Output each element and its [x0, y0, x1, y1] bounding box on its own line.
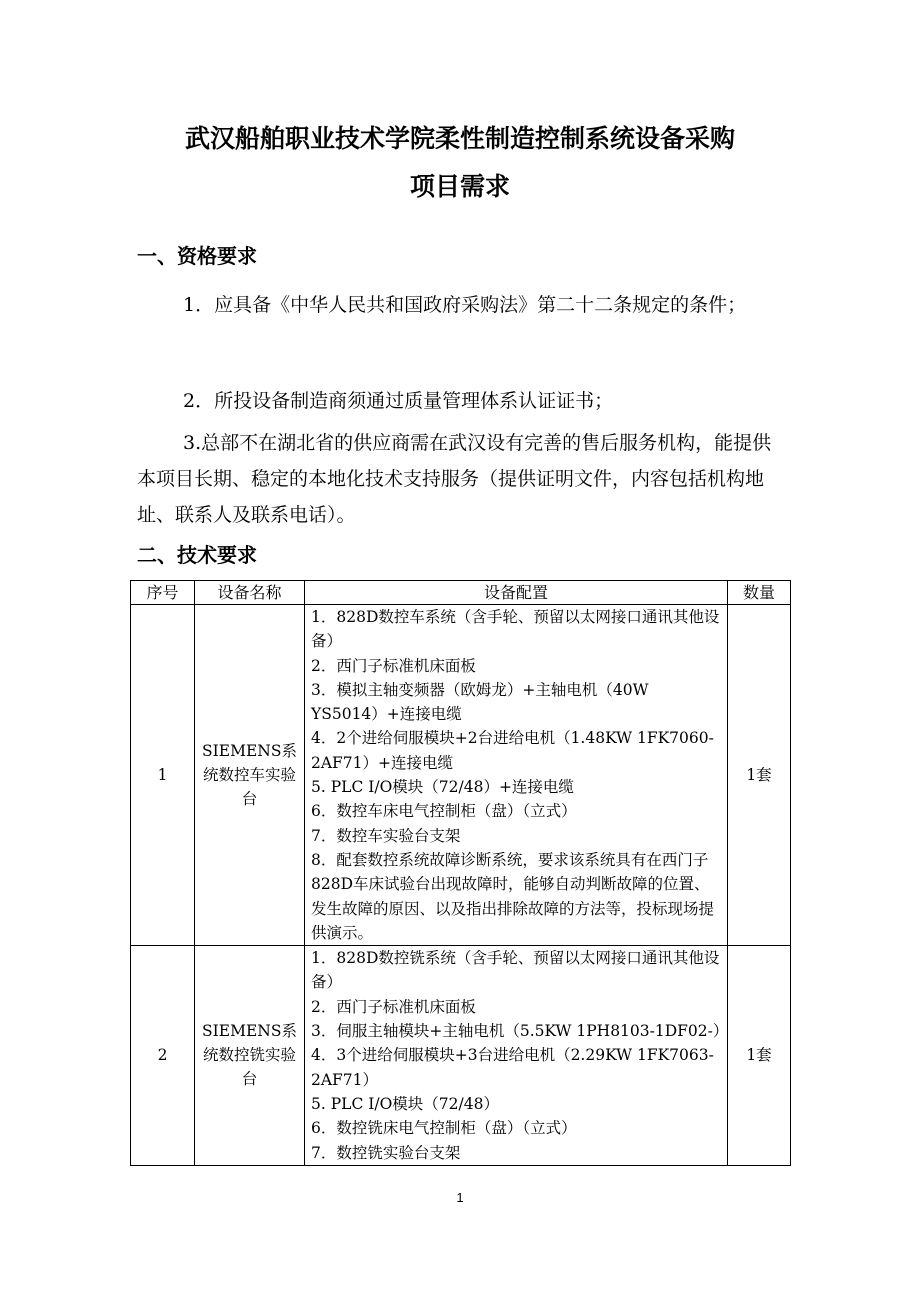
row-qty: 1套: [728, 946, 791, 1166]
config-item: 3．伺服主轴模块+主轴电机（5.5KW 1PH8103-1DF02-）: [311, 1022, 729, 1041]
row-equipment-name: SIEMENS系统数控铣实验台: [195, 946, 305, 1166]
header-name: 设备名称: [195, 581, 305, 605]
config-item: 7．数控铣实验台支架: [311, 1143, 461, 1162]
doc-title-line1: 武汉船舶职业技术学院柔性制造控制系统设备采购: [184, 124, 735, 153]
row-config: [305, 946, 728, 1166]
config-item: 6．数控车床电气控制柜（盘）（立式）: [311, 802, 577, 821]
qualification-item-1: 1．应具备《中华人民共和国政府采购法》第二十二条规定的条件；: [183, 294, 747, 316]
config-item: 7．数控车实验台支架: [311, 826, 461, 845]
row-no: 1: [131, 605, 195, 946]
table-header-row: [131, 581, 791, 605]
config-item: 1．828D数控铣系统（含手轮、预留以太网接口通讯其他设备）: [311, 949, 720, 992]
section1-heading: 一、资格要求: [137, 244, 257, 268]
config-item: 4．2个进给伺服模块+2台进给电机（1.48KW 1FK7060-2AF71）+连接电缆: [311, 729, 714, 772]
row-no: 2: [131, 946, 195, 1166]
config-item: 3．模拟主轴变频器（欧姆龙）+主轴电机（40W YS5014）+连接电缆: [311, 680, 649, 724]
config-item: 6．数控铣床电气控制柜（盘）（立式）: [311, 1119, 577, 1138]
table-row: [131, 946, 791, 1166]
header-no: 序号: [131, 581, 195, 605]
config-item: 1．828D数控车系统（含手轮、预留以太网接口通讯其他设备）: [311, 608, 720, 651]
config-item: 8．配套数控系统故障诊断系统，要求该系统具有在西门子828D车床试验台出现故障时，能够自动判断故障的位置、发生故障的原因、以及指出排除故障的方法等，投标现场提供演示。: [311, 850, 715, 942]
row-config: [305, 605, 728, 946]
equipment-table: [130, 580, 791, 1166]
row-qty: 1套: [728, 605, 791, 946]
section2-heading: 二、技术要求: [137, 543, 257, 567]
header-config: 设备配置: [305, 581, 728, 605]
qualification-item-3: 3.总部不在湖北省的供应商需在武汉设有完善的售后服务机构，能提供本项目长期、稳定的本地化技术支持服务（提供证明文件，内容包括机构地址、联系人及联系电话）。: [137, 432, 772, 526]
config-item: 5. PLC I/O模块（72/48）: [311, 1094, 499, 1113]
doc-title-line2: 项目需求: [409, 172, 510, 201]
row-equipment-name: SIEMENS系统数控车实验台: [195, 605, 305, 946]
config-item: 5. PLC I/O模块（72/48）+连接电缆: [311, 778, 574, 797]
config-item: 2．西门子标准机床面板: [311, 997, 476, 1016]
config-item: 2．西门子标准机床面板: [311, 656, 476, 675]
page-number: 1: [456, 1190, 464, 1205]
header-qty: 数量: [728, 581, 791, 605]
table-row: [131, 605, 791, 946]
config-item: 4．3个进给伺服模块+3台进给电机（2.29KW 1FK7063-2AF71）: [311, 1046, 714, 1089]
qualification-item-2: 2．所投设备制造商须通过质量管理体系认证证书；: [183, 390, 614, 412]
